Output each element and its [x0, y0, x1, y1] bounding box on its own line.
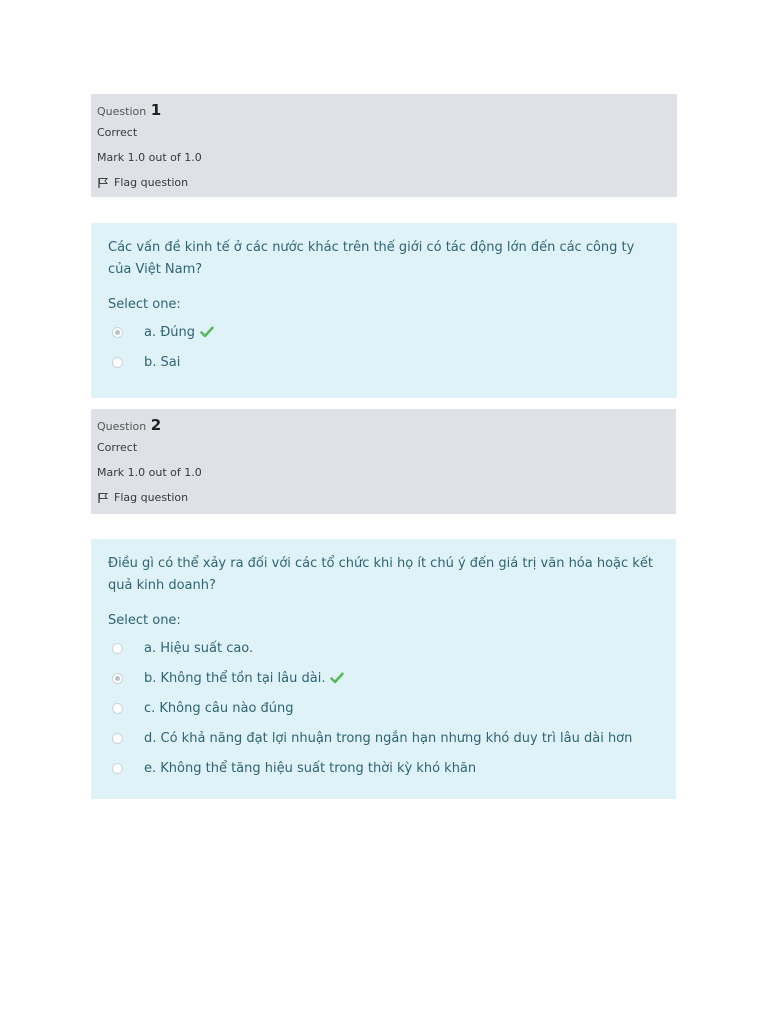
question-1-content [91, 223, 677, 398]
answer-radio[interactable] [112, 703, 123, 714]
question-number-value: 2 [150, 416, 162, 434]
question-state: Correct [97, 441, 138, 454]
answer-label: a. Hiệu suất cao. [144, 640, 254, 656]
question-text: Điều gì có thể xảy ra đối với các tổ chức khi họ ít chú ý đến giá trị văn hóa hoặc kết quả kinh doanh? [108, 556, 653, 593]
answer-label: b. Không thể tồn tại lâu dài. [144, 670, 326, 686]
select-one-prompt: Select one: [108, 297, 181, 312]
answer-option-b[interactable] [108, 347, 660, 377]
question-text: Các vấn đề kinh tế ở các nước khác trên thế giới có tác động lớn đến các công ty của Việt Nam? [108, 240, 635, 277]
answer-label: c. Không câu nào đúng [144, 700, 294, 716]
answer-option-b[interactable] [108, 663, 659, 693]
question-label: Question [97, 420, 147, 433]
question-mark: Mark 1.0 out of 1.0 [97, 151, 202, 164]
question-number-value: 1 [150, 101, 162, 119]
question-mark: Mark 1.0 out of 1.0 [97, 466, 202, 479]
answer-radio[interactable] [112, 763, 123, 774]
question-number [97, 415, 670, 435]
question-2-info [91, 409, 676, 514]
flag-question-link[interactable] [97, 485, 670, 510]
answer-label: b. Sai [144, 354, 181, 370]
question-number [97, 100, 671, 120]
flag-icon [97, 177, 109, 189]
flag-question-link[interactable] [97, 170, 671, 195]
answer-radio[interactable] [112, 733, 123, 744]
flag-question-label: Flag question [114, 491, 189, 504]
answer-radio[interactable] [112, 643, 123, 654]
answer-radio[interactable] [112, 327, 123, 338]
answer-radio[interactable] [112, 673, 123, 684]
answer-option-a[interactable] [108, 317, 660, 347]
question-2-content [91, 539, 676, 799]
answer-label: d. Có khả năng đạt lợi nhuận trong ngắn hạn nhưng khó duy trì lâu dài hơn [144, 730, 633, 746]
answer-option-e[interactable] [108, 753, 659, 783]
select-one-prompt: Select one: [108, 613, 181, 628]
answer-radio[interactable] [112, 357, 123, 368]
question-state: Correct [97, 126, 138, 139]
answer-option-c[interactable] [108, 693, 659, 723]
question-1-info [91, 94, 677, 197]
answer-label: e. Không thể tăng hiệu suất trong thời kỳ khó khăn [144, 760, 477, 776]
flag-icon [97, 492, 109, 504]
answer-label: a. Đúng [144, 324, 196, 340]
check-icon [200, 326, 214, 338]
question-label: Question [97, 105, 147, 118]
answer-option-d[interactable] [108, 723, 659, 753]
check-icon [330, 672, 344, 684]
answer-option-a[interactable] [108, 633, 659, 663]
flag-question-label: Flag question [114, 176, 189, 189]
